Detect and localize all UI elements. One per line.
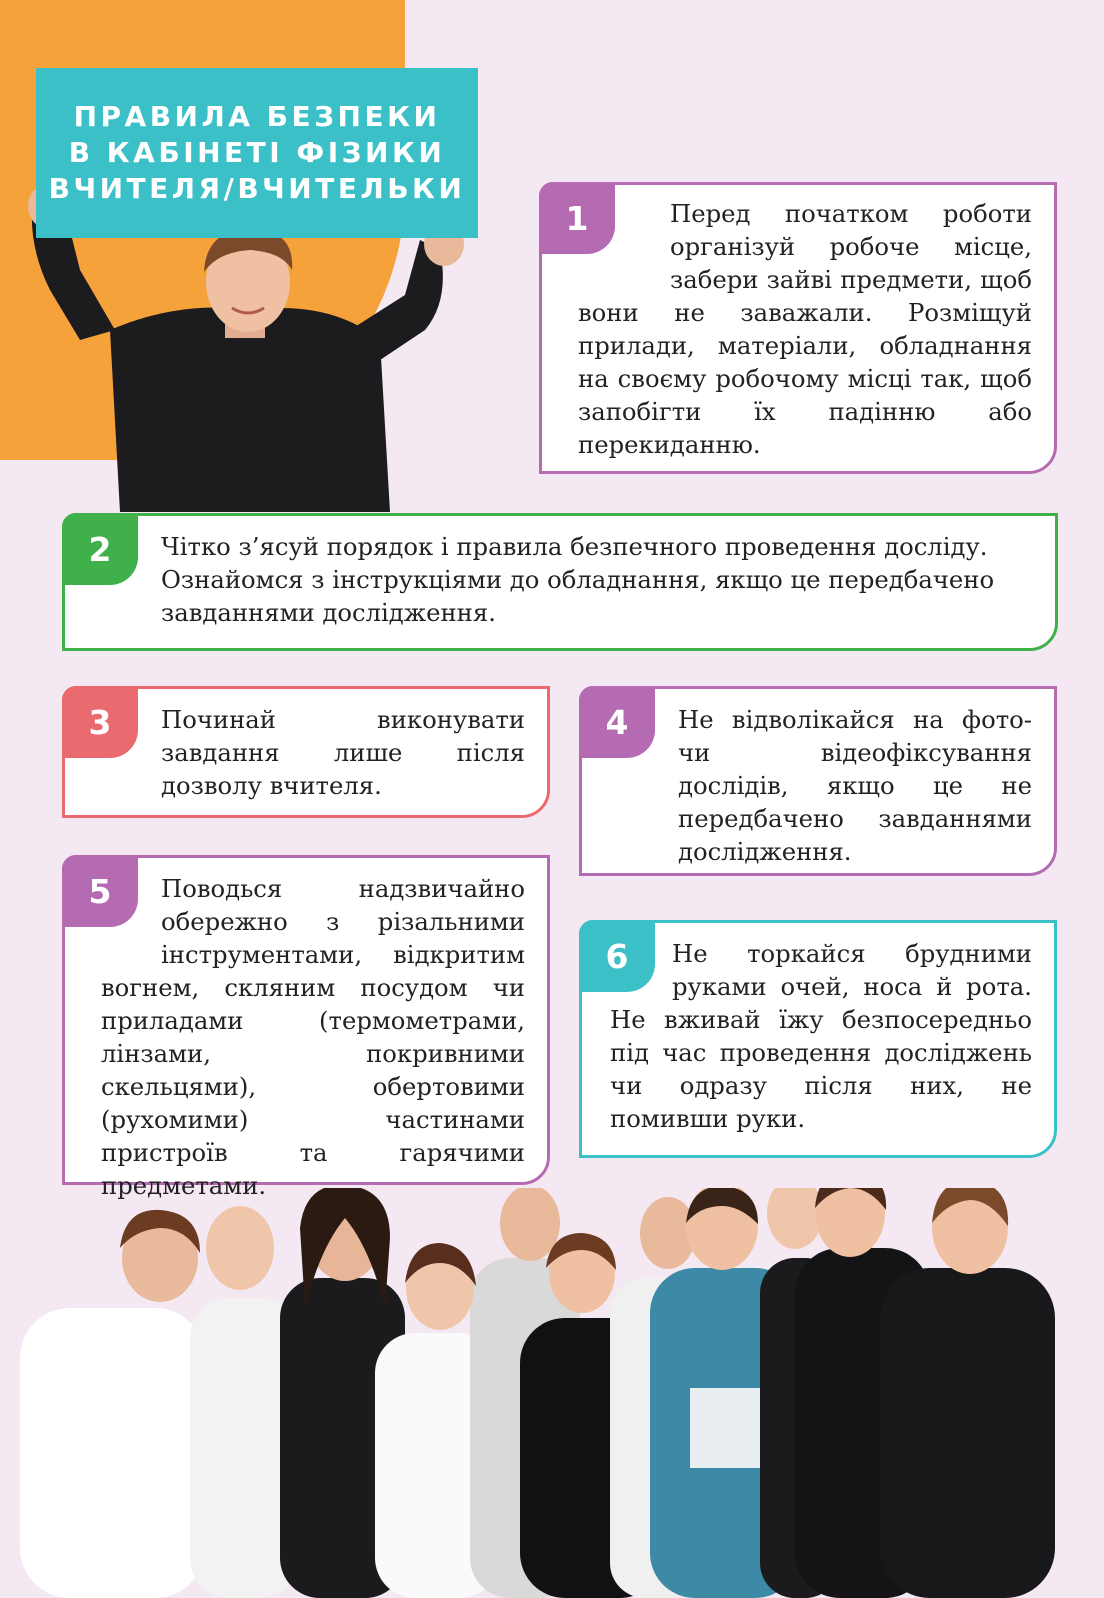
rule-number-badge: 1 xyxy=(539,182,615,254)
rule-number-badge: 3 xyxy=(62,686,138,758)
title-line-2: В КАБІНЕТІ ФІЗИКИ xyxy=(68,136,446,169)
rule-text: Чітко з’ясуй порядок і правила безпечного проведення досліду. Ознайомся з інструкціями до обладнання, якщо це передбачено завданнями дослідження. xyxy=(161,532,995,627)
rule-card-5 xyxy=(62,855,550,1200)
rule-card-1 xyxy=(539,182,1057,474)
rule-text: Поводься надзвичайно обережно з різальними інструментами, відкритим вогнем, скляним посудом чи приладами (термометрами, лінзами, покривними скельцями), обертовими (рухомими) частинами пристроїв та гарячими предметами. xyxy=(101,874,525,1200)
rule-number-badge: 4 xyxy=(579,686,655,758)
rule-text: Починай виконувати завдання лише після дозволу вчителя. xyxy=(161,705,525,800)
rule-text: Не відволікайся на фото- чи відеофіксування дослідів, якщо це не передбачено завданнями дослідження. xyxy=(678,705,1032,866)
rule-card-6 xyxy=(579,920,1057,1158)
rule-card-2 xyxy=(62,513,1058,651)
rule-text: Перед початком роботи організуй робоче місце, забери зайві предмети, щоб вони не заважали. Розміщуй прилади, матеріали, обладнання на своєму робочому місці так, щоб запобігти їх падінню або перекиданню. xyxy=(578,199,1032,459)
students-group-photo xyxy=(0,1188,1104,1598)
rule-card-4 xyxy=(579,686,1057,876)
rule-text: Не торкайся брудними руками очей, носа й рота. Не вживай їжу безпосередньо під час проведення досліджень чи одразу після них, не помивши руки. xyxy=(610,939,1032,1133)
rule-number-badge: 6 xyxy=(579,920,655,992)
title-line-1: ПРАВИЛА БЕЗПЕКИ xyxy=(73,100,441,133)
boy-photo xyxy=(20,190,490,512)
student-figures xyxy=(20,1188,1055,1598)
rule-card-3 xyxy=(62,686,550,818)
rule-number-badge: 5 xyxy=(62,855,138,927)
rule-number-badge: 2 xyxy=(62,513,138,585)
title-line-3: ВЧИТЕЛЯ/ВЧИТЕЛЬКИ xyxy=(48,172,466,205)
page-title xyxy=(36,68,478,238)
